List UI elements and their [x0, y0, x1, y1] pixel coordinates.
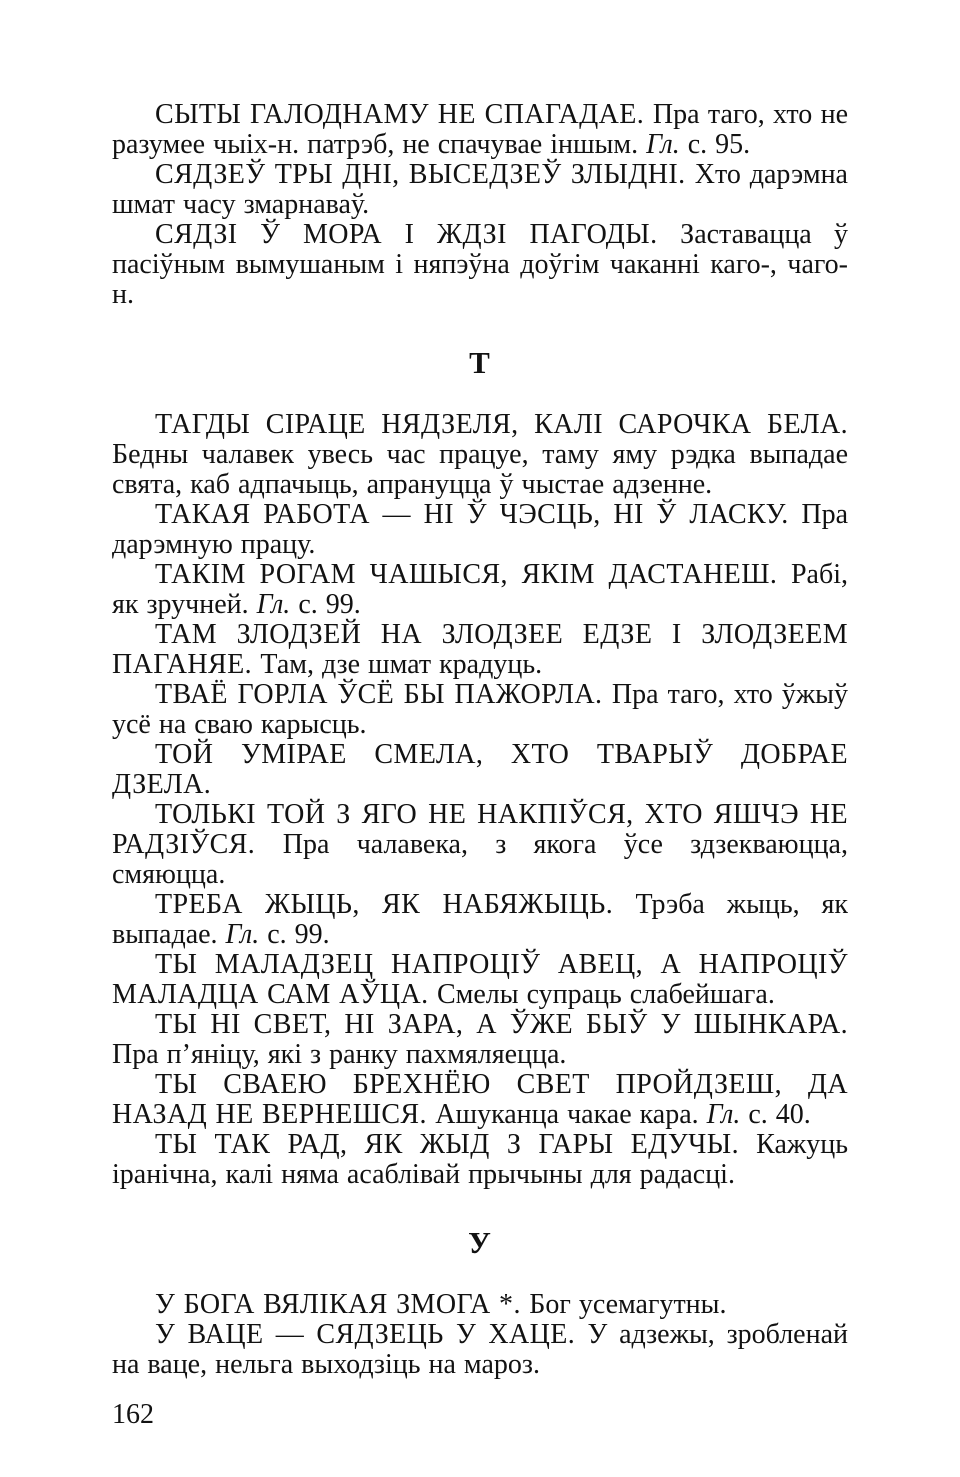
entry-explanation: Кажуць іранічна, калі няма асаблівай прычыны для радасці. — [112, 1129, 848, 1190]
entry-headword: ТВАЁ ГОРЛА ЎСЁ БЫ ПАЖОРЛА. — [155, 679, 612, 710]
entry-explanation: Пра дарэмную працу. — [112, 499, 848, 560]
entry-explanation: Пра таго, хто не разумее чыіх-н. патрэб, не спачувае іншым. — [112, 99, 848, 160]
proverb-entry — [112, 800, 848, 890]
entry-explanation: Там, дзе шмат крадуць. — [260, 649, 543, 680]
entry-headword: СЯДЗЕЎ ТРЫ ДНІ, ВЫСЕДЗЕЎ ЗЛЫДНІ. — [155, 159, 695, 190]
entry-explanation: Смелы супраць слабейшага. — [436, 979, 775, 1010]
entry-explanation: Пра таго, хто ўжыў усё на сваю карысць. — [112, 679, 848, 740]
proverb-entry — [112, 740, 848, 800]
entry-explanation: с. 99. — [259, 919, 330, 950]
entry-explanation: Бедны чалавек увесь час працуе, таму яму рэдка выпадае свята, каб адпачыць, апрануцца ў чыстае адзенне. — [112, 439, 848, 500]
entry-headword: ТЫ ТАК РАД, ЯК ЖЫД З ГАРЫ ЕДУЧЫ. — [155, 1129, 757, 1160]
entry-explanation: У адзежы, зробленай на ваце, нельга выходзіць на мароз. — [112, 1319, 848, 1380]
proverb-entry — [112, 1010, 848, 1070]
proverb-entry — [112, 1320, 848, 1380]
proverb-entry — [112, 680, 848, 740]
entry-explanation: Рабі, як зручней. — [112, 559, 848, 620]
page-content — [112, 100, 848, 1380]
entry-reference: Гл. — [646, 129, 680, 160]
proverb-entry — [112, 560, 848, 620]
entry-reference: Гл. — [225, 919, 260, 950]
proverb-entry — [112, 1130, 848, 1190]
entry-headword: У ВАЦЕ — СЯДЗЕЦЬ У ХАЦЕ. — [155, 1319, 588, 1350]
entry-reference: Гл. — [706, 1099, 741, 1130]
proverb-entry — [112, 890, 848, 950]
entry-headword: ТАМ ЗЛОДЗЕЙ НА ЗЛОДЗЕЕ ЕДЗЕ І ЗЛОДЗЕЕМ ПАГАНЯЕ. — [112, 619, 848, 680]
proverb-entry — [112, 500, 848, 560]
proverb-entry — [112, 1290, 848, 1320]
entry-explanation: Заставацца ў пасіўным вымушаным і няпэўна доўгім чаканні каго-, чаго-н. — [112, 219, 848, 310]
entry-reference: Гл. — [256, 589, 291, 620]
entry-headword: ТЫ СВАЕЮ БРЕХНЁЮ СВЕТ ПРОЙДЗЕШ, ДА НАЗАД НЕ ВЕРНЕШСЯ. — [112, 1069, 848, 1130]
proverb-entry — [112, 950, 848, 1010]
entry-headword: ТЫ НІ СВЕТ, НІ ЗАРА, А ЎЖЕ БЫЎ У ШЫНКАРА. — [155, 1009, 848, 1040]
entry-explanation: Пра чалавека, з якога ўсе здзекваюцца, смяюцца. — [112, 829, 848, 890]
proverb-entry — [112, 100, 848, 160]
entry-explanation: Хто дарэмна шмат часу змарнаваў. — [112, 159, 848, 220]
section-heading: У — [468, 1225, 492, 1260]
page-number: 162 — [112, 1399, 154, 1430]
entry-headword: ТАКІМ РОГАМ ЧАШЫСЯ, ЯКІМ ДАСТАНЕШ. — [155, 559, 791, 590]
entry-explanation: с. 99. — [290, 589, 361, 620]
entry-explanation: Ашуканца чакае кара. — [435, 1099, 707, 1130]
section-heading: Т — [469, 345, 491, 380]
entry-explanation: с. 95. — [679, 129, 751, 160]
entry-headword: ТРЕБА ЖЫЦЬ, ЯК НАБЯЖЫЦЬ. — [155, 889, 636, 920]
entry-explanation: Пра п’яніцу, які з ранку пахмяляецца. — [112, 1039, 567, 1070]
entry-headword: СЫТЫ ГАЛОДНАМУ НЕ СПАГАДАЕ. — [155, 99, 653, 130]
proverb-entry — [112, 220, 848, 310]
entry-headword: ТАКАЯ РАБОТА — НІ Ў ЧЭСЦЬ, НІ Ў ЛАСКУ. — [155, 499, 802, 530]
entry-headword: ТОЛЬКІ ТОЙ З ЯГО НЕ НАКПІЎСЯ, ХТО ЯШЧЭ НЕ РАДЗІЎСЯ. — [112, 799, 848, 860]
entry-headword: ТАГДЫ СІРАЦЕ НЯДЗЕЛЯ, КАЛІ САРОЧКА БЕЛА. — [155, 409, 848, 440]
entry-explanation: Бог усемагутны. — [529, 1289, 727, 1320]
proverb-entry — [112, 410, 848, 500]
entry-headword: ТОЙ УМІРАЕ СМЕЛА, ХТО ТВАРЫЎ ДОБРАЕ ДЗЕЛА. — [112, 739, 848, 800]
entry-explanation: Трэба жыць, як выпадае. — [112, 889, 849, 950]
entry-headword: У БОГА ВЯЛІКАЯ ЗМОГА *. — [155, 1289, 530, 1320]
entry-explanation: с. 40. — [740, 1099, 811, 1130]
entry-headword: ТЫ МАЛАДЗЕЦ НАПРОЦІЎ АВЕЦ, А НАПРОЦІЎ МАЛАДЦА САМ АЎЦА. — [112, 949, 848, 1010]
proverb-entry — [112, 620, 848, 680]
proverb-entry — [112, 160, 848, 220]
proverb-entry — [112, 1070, 848, 1130]
entry-headword: СЯДЗІ Ў МОРА І ЖДЗІ ПАГОДЫ. — [155, 219, 681, 250]
